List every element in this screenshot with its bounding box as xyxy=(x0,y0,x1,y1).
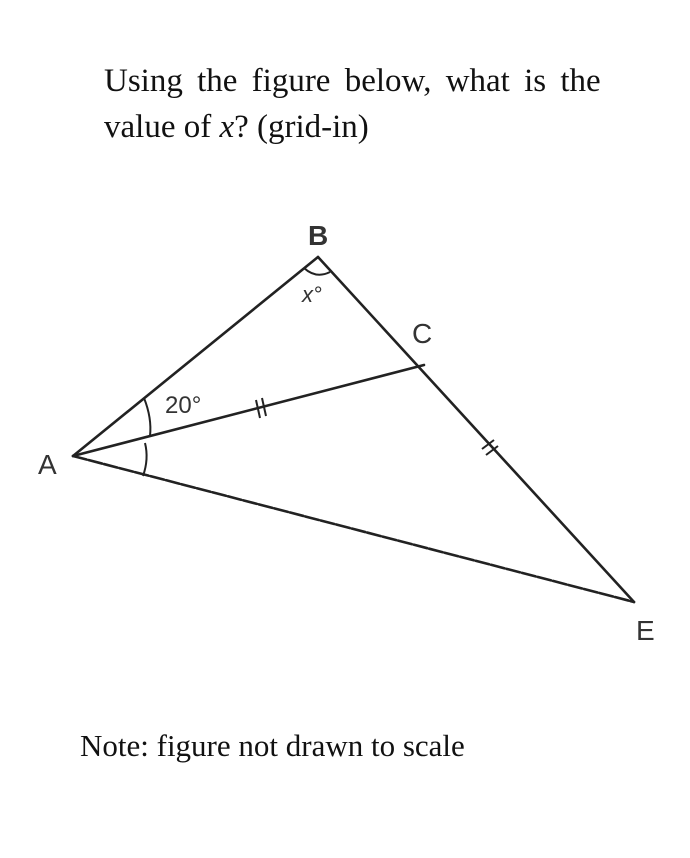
angle-label-20: 20° xyxy=(165,392,202,419)
segment-AC xyxy=(73,365,424,456)
vertex-label-E: E xyxy=(636,615,655,646)
question-variable: x xyxy=(219,109,235,146)
segment-AE xyxy=(73,456,634,602)
question-line-2-start: value of xyxy=(104,109,220,146)
segment-BE xyxy=(318,257,634,602)
vertex-label-B: B xyxy=(308,220,329,251)
segment-AB xyxy=(73,257,318,456)
question-line-1: Using the figure below, what is the xyxy=(104,63,601,99)
angle-arc-B xyxy=(304,268,330,275)
note-text: Note: figure not drawn to scale xyxy=(80,728,465,763)
vertex-label-C: C xyxy=(412,318,433,349)
question-line-2-end: ? (grid-in) xyxy=(234,109,369,146)
angle-label-x: x° xyxy=(302,282,322,307)
vertex-label-A: A xyxy=(38,449,57,480)
angle-arc-BAC xyxy=(144,398,150,436)
angle-arc-CAE xyxy=(143,443,147,476)
